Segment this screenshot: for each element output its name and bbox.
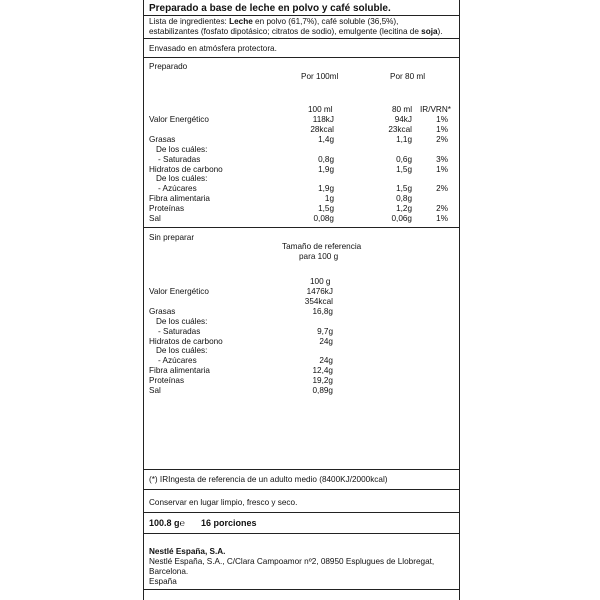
nutrient-label: De los cuáles: bbox=[156, 317, 208, 326]
product-title: Preparado a base de leche en polvo y café soluble. bbox=[149, 3, 391, 14]
value-per-100ml: 1,9g bbox=[318, 184, 334, 193]
value-ir-percent: 1% bbox=[436, 165, 448, 174]
subheader-100g: 100 g bbox=[310, 277, 331, 286]
value-per-80ml: 1,2g bbox=[396, 204, 412, 213]
divider bbox=[144, 512, 459, 513]
company-address-2: Barcelona. bbox=[149, 567, 189, 576]
value-per-80ml: 0,06g bbox=[391, 214, 412, 223]
value-per-100g: 1476kJ bbox=[306, 287, 333, 296]
value-per-100g: 9,7g bbox=[317, 327, 333, 336]
value-per-100ml: 0,08g bbox=[313, 214, 334, 223]
portions: 16 porciones bbox=[201, 518, 257, 528]
nutrient-label: Fibra alimentaria bbox=[149, 194, 210, 203]
ingredients-text: estabilizantes (fosfato dipotásico; citratos de sodio), emulgente (lecitina de bbox=[149, 27, 422, 36]
nutrient-label: Hidratos de carbono bbox=[149, 337, 223, 346]
value-per-100g: 16,8g bbox=[312, 307, 333, 316]
nutrient-label: Fibra alimentaria bbox=[149, 366, 210, 375]
value-per-100g: 24g bbox=[319, 337, 333, 346]
divider bbox=[144, 469, 459, 470]
company-name: Nestlé España, S.A. bbox=[149, 547, 226, 556]
ingredients-line-2 bbox=[149, 27, 443, 37]
col-header-100ml: Por 100ml bbox=[301, 72, 339, 81]
value-per-80ml: 1,1g bbox=[396, 135, 412, 144]
value-ir-percent: 1% bbox=[436, 125, 448, 134]
nutrient-label: De los cuáles: bbox=[156, 174, 208, 183]
nutrition-label bbox=[143, 0, 460, 600]
ingredients-text: ). bbox=[437, 27, 443, 36]
nutrient-label: Valor Energético bbox=[149, 115, 209, 124]
nutrient-label: - Azúcares bbox=[158, 184, 197, 193]
nutrient-label: Hidratos de carbono bbox=[149, 165, 223, 174]
value-per-100g: 19,2g bbox=[312, 376, 333, 385]
nutrient-label: De los cuáles: bbox=[156, 346, 208, 355]
nutrient-label: De los cuáles: bbox=[156, 145, 208, 154]
value-ir-percent: 2% bbox=[436, 204, 448, 213]
ingredients-allergen-soy: soja bbox=[421, 27, 438, 36]
divider bbox=[144, 533, 459, 534]
value-per-80ml: 0,6g bbox=[396, 155, 412, 164]
value-ir-percent: 1% bbox=[436, 115, 448, 124]
value-ir-percent: 2% bbox=[436, 184, 448, 193]
col-header-80ml: Por 80 ml bbox=[390, 72, 426, 81]
ingredients-text: Lista de ingredientes: bbox=[149, 17, 230, 26]
value-ir-percent: 2% bbox=[436, 135, 448, 144]
nutrient-label: Grasas bbox=[149, 135, 176, 144]
reference-size-line-2: para 100 g bbox=[299, 252, 339, 261]
packaging-note: Envasado en atmósfera protectora. bbox=[149, 44, 277, 53]
nutrient-label: Grasas bbox=[149, 307, 176, 316]
divider bbox=[144, 227, 459, 228]
nutrient-label: - Saturadas bbox=[158, 327, 201, 336]
nutrient-label: Valor Energético bbox=[149, 287, 209, 296]
value-ir-percent: 3% bbox=[436, 155, 448, 164]
value-per-100ml: 28kcal bbox=[310, 125, 334, 134]
value-per-80ml: 1,5g bbox=[396, 165, 412, 174]
value-per-80ml: 94kJ bbox=[394, 115, 412, 124]
value-ir-percent: 1% bbox=[436, 214, 448, 223]
value-per-100ml: 1g bbox=[324, 194, 334, 203]
divider bbox=[144, 489, 459, 490]
value-per-100ml: 1,4g bbox=[318, 135, 334, 144]
value-per-100g: 24g bbox=[319, 356, 333, 365]
ingredients-line-1 bbox=[149, 17, 398, 27]
nutrient-label: Proteínas bbox=[149, 204, 185, 213]
nutrient-label: - Azúcares bbox=[158, 356, 197, 365]
subheader-80ml: 80 ml bbox=[392, 105, 413, 114]
storage-note: Conservar en lugar limpio, fresco y seco. bbox=[149, 498, 298, 507]
prepared-heading: Preparado bbox=[149, 62, 188, 71]
divider bbox=[144, 57, 459, 58]
nutrient-label: Sal bbox=[149, 386, 161, 395]
divider bbox=[144, 38, 459, 39]
ingredients-text: en polvo (61,7%), café soluble (36,5%), bbox=[252, 17, 399, 26]
value-per-100ml: 118kJ bbox=[312, 115, 334, 124]
net-weight: 100.8 g℮ bbox=[149, 518, 185, 528]
value-per-80ml: 23kcal bbox=[388, 125, 412, 134]
subheader-ir: IR/VRN* bbox=[420, 105, 451, 114]
divider-bottom bbox=[144, 589, 459, 590]
ingredients-allergen-milk: Leche bbox=[229, 17, 253, 26]
value-per-100g: 354kcal bbox=[304, 297, 333, 306]
value-per-80ml: 0,8g bbox=[396, 194, 412, 203]
value-per-100ml: 0,8g bbox=[318, 155, 334, 164]
value-per-80ml: 1,5g bbox=[396, 184, 412, 193]
value-per-100ml: 1,5g bbox=[318, 204, 334, 213]
nutrient-label: - Saturadas bbox=[158, 155, 201, 164]
value-per-100ml: 1,9g bbox=[318, 165, 334, 174]
company-country: España bbox=[149, 577, 177, 586]
nutrient-label: Sal bbox=[149, 214, 161, 223]
nutrient-label: Proteínas bbox=[149, 376, 185, 385]
divider-top bbox=[144, 15, 459, 16]
value-per-100g: 0,89g bbox=[312, 386, 333, 395]
reference-size-line-1: Tamaño de referencia bbox=[282, 242, 362, 251]
company-address-1: Nestlé España, S.A., C/Clara Campoamor nº2, 08950 Esplugues de Llobregat, bbox=[149, 557, 435, 566]
value-per-100g: 12,4g bbox=[312, 366, 333, 375]
subheader-100ml: 100 ml bbox=[308, 105, 333, 114]
footnote: (*) IRIngesta de referencia de un adulto medio (8400KJ/2000kcal) bbox=[149, 475, 388, 484]
unprepared-heading: Sin preparar bbox=[149, 233, 195, 242]
